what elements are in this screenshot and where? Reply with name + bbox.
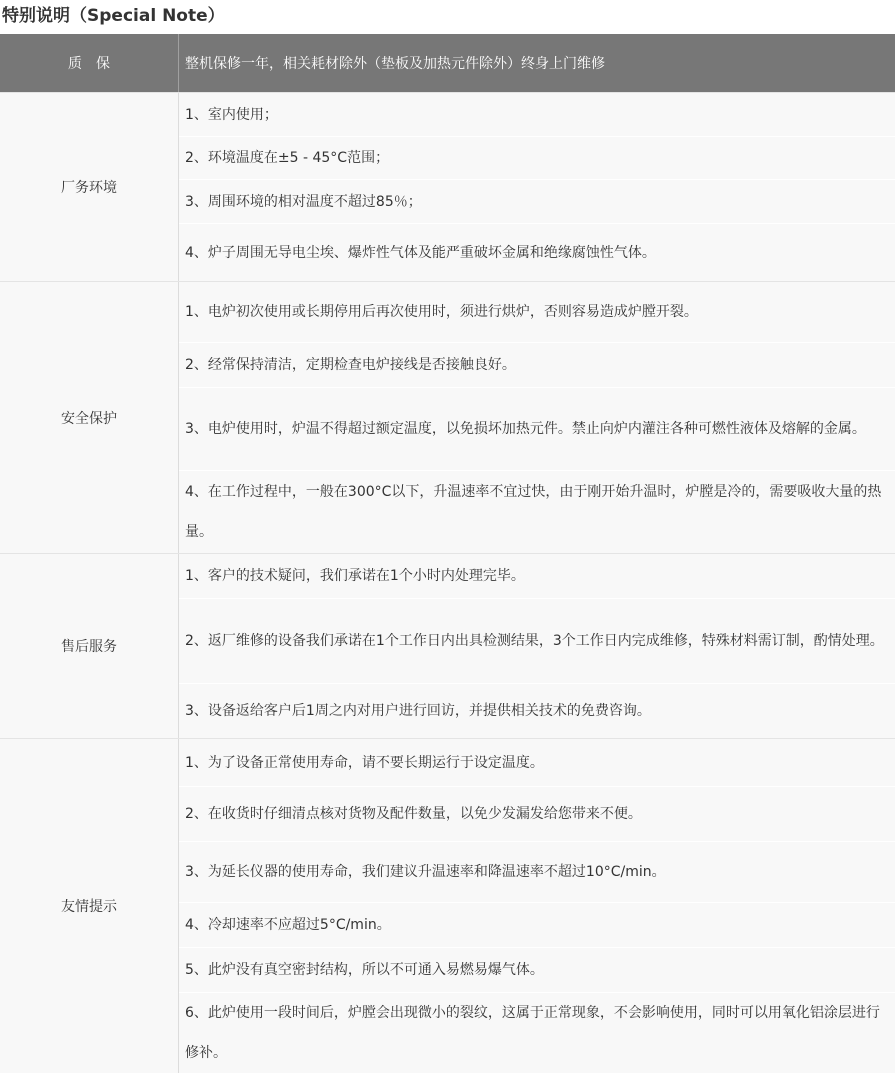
section-label: 售后服务 — [0, 554, 179, 738]
header-text: 整机保修一年，相关耗材除外（垫板及加热元件除外）终身上门维修 — [185, 56, 605, 72]
list-item: 5、此炉没有真空密封结构，所以不可通入易燃易爆气体。 — [179, 947, 895, 992]
list-item: 3、为延长仪器的使用寿命，我们建议升温速率和降温速率不超过10°C/min。 — [179, 841, 895, 902]
list-item: 6、此炉使用一段时间后，炉膛会出现微小的裂纹，这属于正常现象，不会影响使用，同时可以用氧化铝涂层进行修补。 — [179, 992, 895, 1073]
spec-table — [0, 34, 895, 1073]
list-item: 4、冷却速率不应超过5°C/min。 — [179, 902, 895, 947]
list-item: 1、客户的技术疑问，我们承诺在1个小时内处理完毕。 — [185, 568, 525, 584]
section-label: 厂务环境 — [0, 93, 179, 281]
list-item: 3、电炉使用时，炉温不得超过额定温度，以免损坏加热元件。禁止向炉内灌注各种可燃性液体及熔解的金属。 — [179, 387, 895, 470]
list-item: 2、在收货时仔细清点核对货物及配件数量，以免少发漏发给您带来不便。 — [179, 786, 895, 841]
section-after-sales — [0, 553, 895, 738]
section-tips — [0, 738, 895, 1073]
section-label: 安全保护 — [0, 282, 179, 553]
list-item: 1、为了设备正常使用寿命，请不要长期运行于设定温度。 — [185, 754, 544, 771]
list-item: 4、在工作过程中，一般在300°C以下，升温速率不宜过快，由于刚开始升温时，炉膛是冷的，需要吸收大量的热量。 — [179, 470, 895, 553]
list-item: 3、设备返给客户后1周之内对用户进行回访，并提供相关技术的免费咨询。 — [179, 683, 895, 738]
list-item: 2、返厂维修的设备我们承诺在1个工作日内出具检测结果，3个工作日内完成维修，特殊材料需订制，酌情处理。 — [179, 598, 895, 683]
list-item: 1、电炉初次使用或长期停用后再次使用时，须进行烘炉，否则容易造成炉膛开裂。 — [185, 304, 698, 320]
section-label: 友情提示 — [0, 739, 179, 1073]
list-item: 2、经常保持清洁，定期检查电炉接线是否接触良好。 — [179, 342, 895, 387]
list-item: 2、环境温度在±5 - 45°C范围； — [179, 136, 895, 179]
list-item: 3、周围环境的相对温度不超过85％； — [179, 179, 895, 223]
section-environment — [0, 92, 895, 281]
list-item: 4、炉子周围无导电尘埃、爆炸性气体及能严重破坏金属和绝缘腐蚀性气体。 — [179, 223, 895, 281]
table-header — [0, 34, 895, 92]
header-label: 质 保 — [0, 34, 179, 92]
page-title: 特别说明（Special Note） — [2, 6, 225, 26]
section-safety — [0, 281, 895, 553]
list-item: 1、室内使用； — [185, 106, 278, 123]
